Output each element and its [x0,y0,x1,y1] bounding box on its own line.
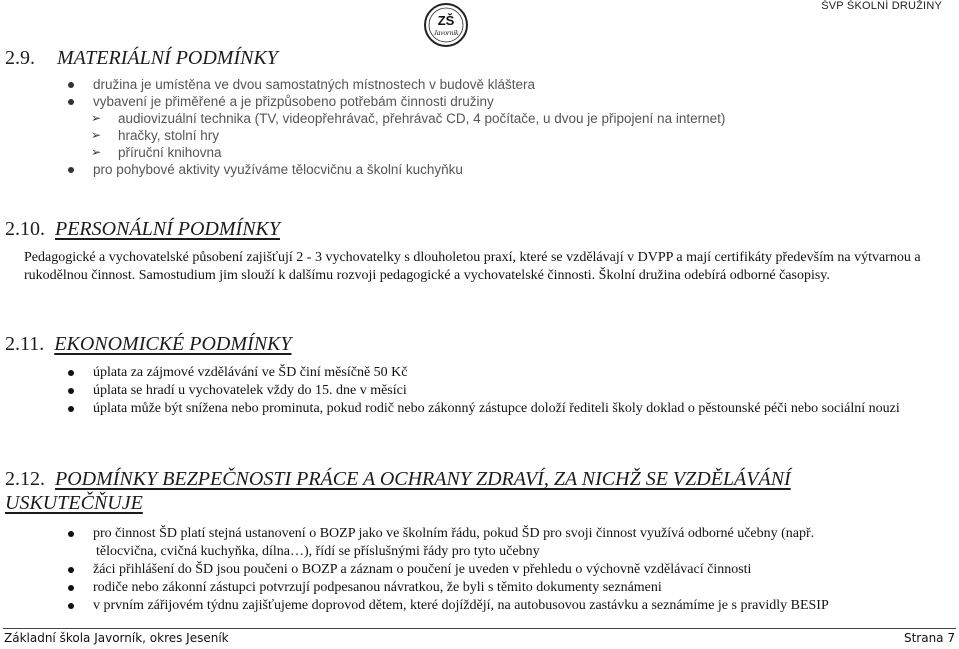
section-heading-2-12: 2.12. PODMÍNKY BEZPEČNOSTI PRÁCE A OCHRANY ZDRAVÍ, ZA NICHŽ SE VZDĚLÁVÁNÍ [5,468,791,490]
list-item: ➢ hračky, stolní hry [91,128,220,143]
list-item: pro činnost ŠD platí stejná ustanovení o BOZP jako ve školním řádu, pokud ŠD pro svoji činnost využívá odborné učebny (např. [66,525,946,543]
list-item: žáci přihlášení do ŠD jsou poučeni o BOZP a záznam o poučení je uveden v přehledu o výchovně vzdělávací činnosti [66,561,946,579]
bullet-icon [68,567,74,573]
list-item: úplata za zájmové vzdělávání ve ŠD činí měsíčně 50 Kč [66,364,926,382]
section-heading-2-11: 2.11. EKONOMICKÉ PODMÍNKY [5,333,292,355]
list-item: vybavení je přiměřené a je přizpůsobeno potřebám činnosti družiny [66,93,725,110]
bullet-icon [68,406,74,412]
list-item: v prvním zářijovém týdnu zajišťujeme doprovod dětem, které dojíždějí, na autobusovou zastávku a seznámíme je s pravidly BESIP [66,597,946,615]
list-item: pro pohybové aktivity využíváme tělocvičnu a školní kuchyňku [66,161,725,178]
bullet-icon [68,603,74,609]
bullet-icon [68,585,74,591]
bullet-icon [68,167,74,173]
footer-page-number: Strana 7 [903,631,955,645]
footer-divider [3,628,956,629]
safety-conditions-list [66,525,946,615]
footer-school-name: Základní škola Javorník, okres Jeseník [4,631,229,645]
personnel-paragraph: Pedagogické a vychovatelské působení zajišťují 2 - 3 vychovatelky s dlouholetou praxí, které se vzdělávají v DVPP a mají certifikáty především na výtvarnou a rukodělnou činnost. Samostudium jim slouží k dalšímu rozvoji pedagogické a vychovatelské činnosti. Školní družina odebírá odborné časopisy. [24,250,921,283]
list-item: úplata se hradí u vychovatelek vždy do 15. dne v měsíci [66,382,926,400]
arrow-bullet-icon: ➢ [91,128,102,142]
list-item: družina je umístěna ve dvou samostatných místnostech v budově kláštera [66,76,725,93]
arrow-bullet-icon: ➢ [91,111,102,125]
svg-text:ZŠ: ZŠ [437,13,455,28]
list-item: ➢ příruční knihovna [91,145,222,160]
list-item: úplata může být snížena nebo prominuta, pokud rodič nebo zákonný zástupce doloží řediteli školy doklad o pěstounské péči nebo sociální nouzi [66,400,926,418]
bullet-icon [68,99,74,105]
material-conditions-list [66,76,725,178]
list-item: rodiče nebo zákonní zástupci potvrzují podpesanou návratkou, že byli s těmito dokumenty seznámeni [66,579,946,597]
list-item-continuation: tělocvična, cvičná kuchyňka, dílna…), řídí se příslušnými řády pro tyto učebny [96,544,540,559]
bullet-icon [68,82,74,88]
header-document-label: ŠVP ŠKOLNÍ DRUŽINY [821,0,942,12]
bullet-icon [68,531,74,537]
section-heading-2-12-continued: USKUTEČŇUJE [5,492,143,514]
school-logo [423,2,469,48]
bullet-icon [68,370,74,376]
arrow-bullet-icon: ➢ [91,145,102,159]
section-heading-2-10: 2.10. PERSONÁLNÍ PODMÍNKY [5,218,280,240]
svg-text:Javorník: Javorník [433,29,459,37]
bullet-icon [68,388,74,394]
section-heading-2-9: 2.9. MATERIÁLNÍ PODMÍNKY [5,47,278,69]
economic-conditions-list [66,364,926,418]
list-item: ➢ audiovizuální technika (TV, videopřehrávač, přehrávač CD, 4 počítače, u dvou je připojení na internet) [91,111,726,126]
